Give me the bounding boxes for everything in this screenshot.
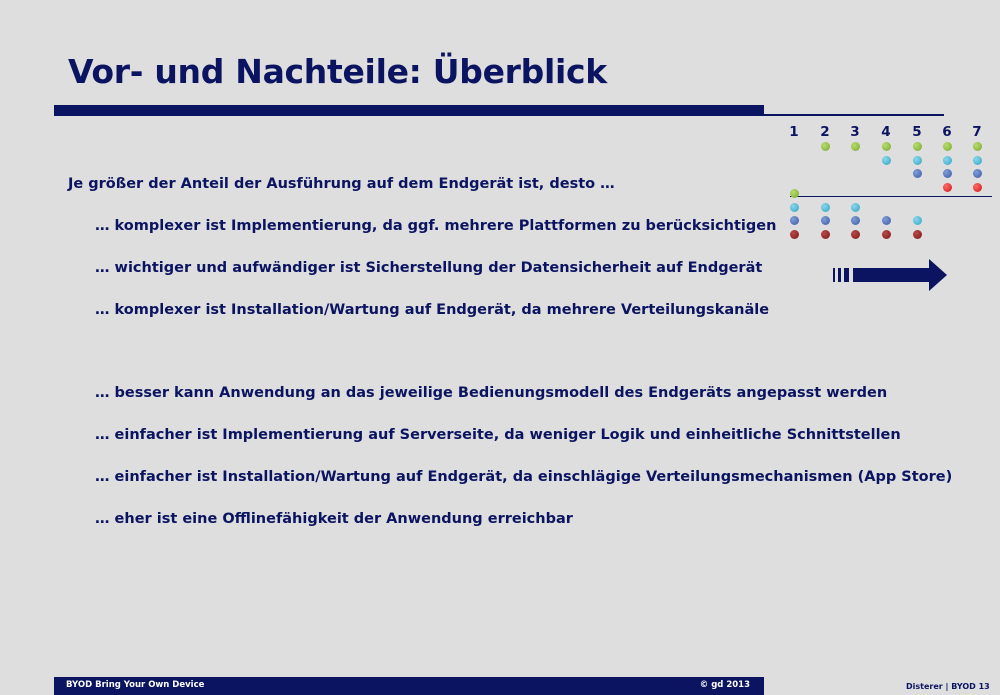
footer-copyright: © gd 2013 xyxy=(699,680,750,690)
bullet-item: … eher ist eine Offlinefähigkeit der Anwendung erreichbar xyxy=(95,511,573,527)
bullet-item: … komplexer ist Implementierung, da ggf. mehrere Plattformen zu berücksichtigen xyxy=(95,218,777,234)
dot-green xyxy=(973,142,982,151)
footer-title: BYOD Bring Your Own Device xyxy=(66,680,205,690)
dot-red xyxy=(973,183,982,192)
dot-green xyxy=(821,142,830,151)
dot-darkred xyxy=(821,230,830,239)
right-arrow-icon xyxy=(833,258,951,292)
dot-cyan xyxy=(851,203,860,212)
footer-author-page: Disterer | BYOD 13 xyxy=(906,682,990,691)
dot-cyan xyxy=(913,216,922,225)
dot-darkred xyxy=(882,230,891,239)
distribution-diagram xyxy=(780,120,992,300)
column-number: 2 xyxy=(820,124,830,140)
dot-cyan xyxy=(913,156,922,165)
slide-title: Vor- und Nachteile: Überblick xyxy=(68,52,607,91)
column-number: 4 xyxy=(881,124,891,140)
column-number: 6 xyxy=(942,124,952,140)
dot-blue xyxy=(973,169,982,178)
dot-blue xyxy=(882,216,891,225)
intro-text: Je größer der Anteil der Ausführung auf dem Endgerät ist, desto … xyxy=(68,176,615,192)
bullet-item: … wichtiger und aufwändiger ist Sicherstellung der Datensicherheit auf Endgerät xyxy=(95,260,763,276)
dot-green xyxy=(851,142,860,151)
bullet-item: … einfacher ist Implementierung auf Serverseite, da weniger Logik und einheitliche Schnittstellen xyxy=(95,427,901,443)
bullet-item: … komplexer ist Installation/Wartung auf Endgerät, da mehrere Verteilungskanäle xyxy=(95,302,770,318)
dot-darkred xyxy=(851,230,860,239)
dot-darkred xyxy=(790,230,799,239)
dot-green xyxy=(790,189,799,198)
dot-blue xyxy=(851,216,860,225)
bullet-item: … einfacher ist Installation/Wartung auf Endgerät, da einschlägige Verteilungsmechanismen (App Store) xyxy=(95,469,953,485)
column-number: 5 xyxy=(912,124,922,140)
footer-bar xyxy=(54,677,764,695)
dot-cyan xyxy=(973,156,982,165)
dot-cyan xyxy=(882,156,891,165)
dot-green xyxy=(943,142,952,151)
dot-green xyxy=(913,142,922,151)
bullet-item: … besser kann Anwendung an das jeweilige Bedienungsmodell des Endgeräts angepasst werden xyxy=(95,385,888,401)
dot-blue xyxy=(821,216,830,225)
dot-green xyxy=(882,142,891,151)
title-underline-bar xyxy=(54,105,764,116)
diagram-separator xyxy=(790,196,992,197)
dot-blue xyxy=(913,169,922,178)
dot-blue xyxy=(943,169,952,178)
dot-red xyxy=(943,183,952,192)
column-number: 3 xyxy=(850,124,860,140)
title-underline-thin xyxy=(764,114,944,116)
dot-cyan xyxy=(821,203,830,212)
column-number: 7 xyxy=(972,124,982,140)
dot-blue xyxy=(790,216,799,225)
column-number: 1 xyxy=(789,124,799,140)
dot-darkred xyxy=(913,230,922,239)
dot-cyan xyxy=(790,203,799,212)
dot-cyan xyxy=(943,156,952,165)
